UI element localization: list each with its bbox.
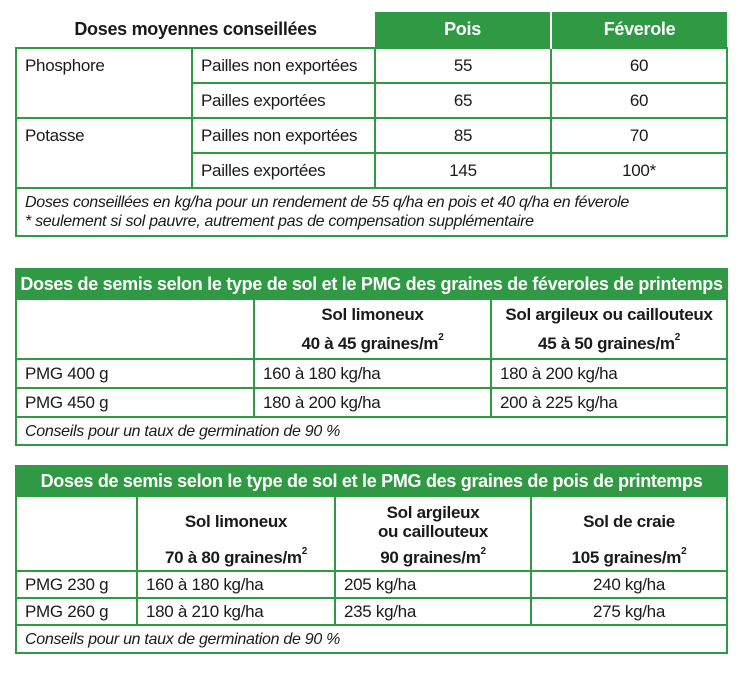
table-header-row	[16, 466, 727, 496]
table-note-row	[16, 188, 727, 236]
superscript: 2	[674, 331, 680, 343]
rate-cell: 275 kg/ha	[531, 598, 727, 625]
superscript: 2	[438, 331, 444, 343]
condition-cell: Pailles exportées	[192, 153, 375, 188]
column-header-density	[335, 546, 531, 571]
table-pea-seeding	[15, 465, 726, 654]
table-title: Doses de semis selon le type de sol et le PMG des graines de pois de printemps	[16, 466, 727, 496]
nutrient-cell: Phosphore	[16, 48, 192, 83]
column-header-soil: Sol limoneux	[254, 299, 491, 329]
table-header-row	[16, 12, 727, 48]
pea-seeding-grid	[15, 465, 728, 654]
condition-cell: Pailles non exportées	[192, 48, 375, 83]
nutrient-cell: Potasse	[16, 118, 192, 153]
soil-line: Sol argileux	[386, 502, 480, 522]
pmg-cell: PMG 400 g	[16, 359, 254, 388]
table-average-doses	[15, 12, 726, 237]
rate-cell: 180 à 210 kg/ha	[137, 598, 335, 625]
rate-cell: 180 à 200 kg/ha	[491, 359, 727, 388]
feverole-cell: 70	[551, 118, 727, 153]
empty-header-cell	[16, 546, 137, 571]
column-header-density	[254, 329, 491, 359]
nutrient-cell	[16, 153, 192, 188]
rate-cell: 235 kg/ha	[335, 598, 531, 625]
column-header-soil: Sol argileux ou caillouteux	[491, 299, 727, 329]
rate-cell: 200 à 225 kg/ha	[491, 388, 727, 417]
superscript: 2	[480, 546, 486, 557]
rate-cell: 160 à 180 kg/ha	[137, 571, 335, 598]
column-header-density	[491, 329, 727, 359]
faba-seeding-grid	[15, 268, 728, 446]
column-header-soil	[335, 496, 531, 546]
column-header-feverole: Féverole	[551, 12, 727, 48]
average-doses-grid	[15, 12, 728, 237]
table-faba-seeding	[15, 268, 726, 446]
note-line: * seulement si sol pauvre, autrement pas de compensation supplémentaire	[25, 213, 534, 230]
density-value: 90 graines/m	[380, 548, 481, 567]
density-value: 70 à 80 graines/m	[165, 548, 302, 567]
feverole-cell: 100*	[551, 153, 727, 188]
condition-cell: Pailles exportées	[192, 83, 375, 118]
rate-cell: 160 à 180 kg/ha	[254, 359, 491, 388]
empty-header-cell	[16, 496, 137, 546]
soil-header-row	[16, 496, 727, 546]
column-header-soil: Sol limoneux	[137, 496, 335, 546]
superscript: 2	[301, 546, 307, 557]
table-note: Conseils pour un taux de germination de 90 %	[16, 417, 727, 445]
rate-cell: 240 kg/ha	[531, 571, 727, 598]
feverole-cell: 60	[551, 48, 727, 83]
soil-line: ou caillouteux	[377, 521, 489, 541]
table-row	[16, 388, 727, 417]
column-header-density	[531, 546, 727, 571]
column-header-density	[137, 546, 335, 571]
empty-header-cell	[16, 299, 254, 329]
rate-cell: 205 kg/ha	[335, 571, 531, 598]
column-header-soil: Sol de craie	[531, 496, 727, 546]
table-note-row	[16, 417, 727, 445]
pois-cell: 65	[375, 83, 551, 118]
table-note-row	[16, 625, 727, 653]
table-row	[16, 118, 727, 153]
pmg-cell: PMG 450 g	[16, 388, 254, 417]
pois-cell: 55	[375, 48, 551, 83]
table-note: Conseils pour un taux de germination de 90 %	[16, 625, 727, 653]
rate-cell: 180 à 200 kg/ha	[254, 388, 491, 417]
density-value: 45 à 50 graines/m	[538, 333, 675, 353]
empty-header-cell	[16, 329, 254, 359]
density-header-row	[16, 329, 727, 359]
table-row	[16, 359, 727, 388]
note-line: Doses conseillées en kg/ha pour un rendement de 55 q/ha en pois et 40 q/ha en féverole	[25, 194, 629, 211]
table-row	[16, 153, 727, 188]
pois-cell: 85	[375, 118, 551, 153]
density-header-row	[16, 546, 727, 571]
table-title: Doses moyennes conseillées	[74, 19, 317, 39]
pois-cell: 145	[375, 153, 551, 188]
density-value: 40 à 45 graines/m	[301, 333, 439, 353]
table-note	[16, 188, 727, 236]
column-header-pois: Pois	[375, 12, 551, 48]
table-row	[16, 83, 727, 118]
pmg-cell: PMG 260 g	[16, 598, 137, 625]
feverole-cell: 60	[551, 83, 727, 118]
table-header-row	[16, 269, 727, 299]
pmg-cell: PMG 230 g	[16, 571, 137, 598]
nutrient-cell	[16, 83, 192, 118]
superscript: 2	[681, 546, 687, 557]
soil-header-row	[16, 299, 727, 329]
density-value: 105 graines/m	[571, 548, 682, 567]
table-row	[16, 571, 727, 598]
table-row	[16, 598, 727, 625]
table-row	[16, 48, 727, 83]
table-title: Doses de semis selon le type de sol et le PMG des graines de féveroles de printemps	[16, 269, 727, 299]
condition-cell: Pailles non exportées	[192, 118, 375, 153]
